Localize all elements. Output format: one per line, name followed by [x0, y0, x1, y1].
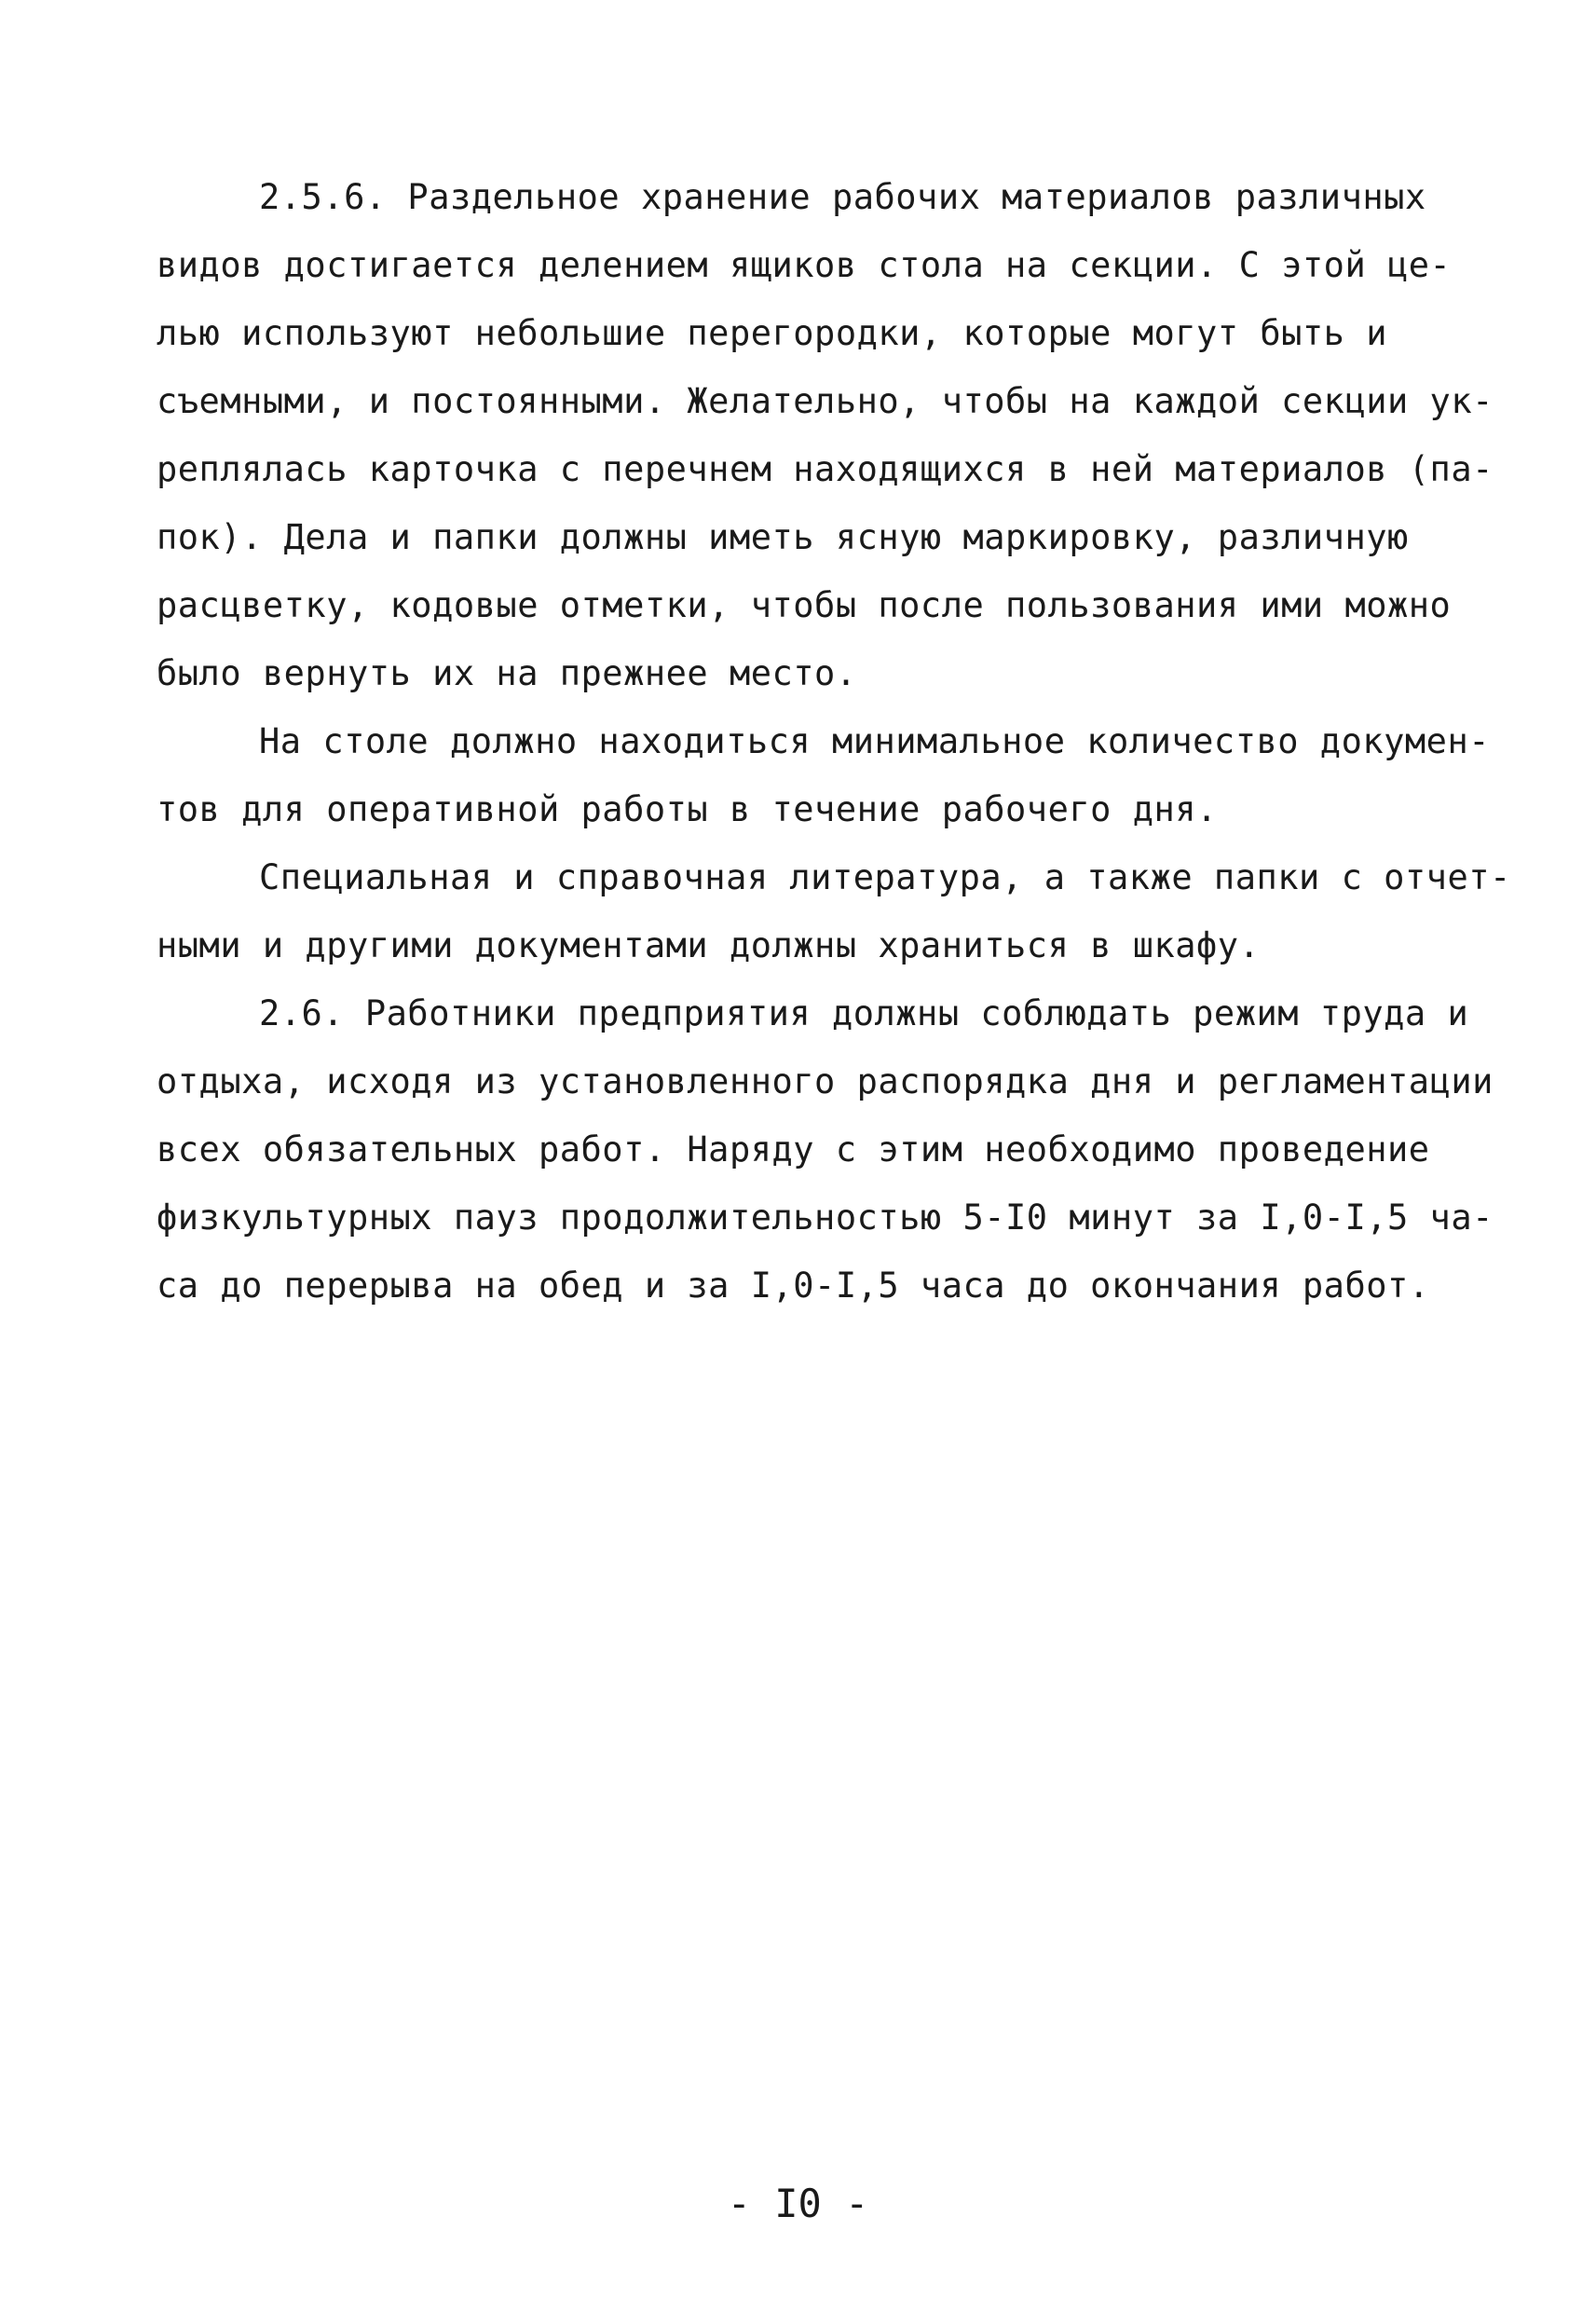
text-line: физкультурных пауз продолжительностью 5-I0 минут за I,0-I,5 ча-: [157, 1197, 1494, 1238]
page-number: - I0 -: [727, 2181, 869, 2226]
text-line: пок). Дела и папки должны иметь ясную маркировку, различную: [157, 517, 1409, 557]
paragraph-desk-documents: [157, 707, 1491, 843]
paragraph-reference-literature: [157, 843, 1511, 979]
text-line: съемными, и постоянными. Желательно, чтобы на каждой секции ук-: [157, 381, 1494, 421]
text-line: видов достигается делением ящиков стола на секции. С этой це-: [157, 245, 1452, 285]
text-line: ными и другими документами должны храниться в шкафу.: [157, 925, 1261, 965]
text-line: На столе должно находиться минимальное количество докумен-: [259, 721, 1491, 761]
text-line: Специальная и справочная литература, а также папки с отчет-: [259, 857, 1511, 897]
text-line: было вернуть их на прежнее место.: [157, 653, 857, 693]
text-line: всех обязательных работ. Наряду с этим необходимо проведение: [157, 1129, 1430, 1170]
text-line: 2.6. Работники предприятия должны соблюдать режим труда и: [259, 993, 1469, 1033]
paragraph-2-5-6: [157, 163, 1494, 707]
paragraph-2-6: [157, 979, 1494, 1320]
text-line: тов для оперативной работы в течение рабочего дня.: [157, 789, 1218, 829]
text-line: са до перерыва на обед и за I,0-I,5 часа до окончания работ.: [157, 1265, 1430, 1306]
body-text: [157, 163, 1511, 1320]
text-line: реплялась карточка с перечнем находящихся в ней материалов (па-: [157, 449, 1494, 489]
text-line: лью используют небольшие перегородки, которые могут быть и: [157, 313, 1388, 353]
text-line: отдыха, исходя из установленного распорядка дня и регламентации: [157, 1061, 1494, 1101]
text-line: 2.5.6. Раздельное хранение рабочих материалов различных: [259, 177, 1426, 217]
text-line: расцветку, кодовые отметки, чтобы после пользования ими можно: [157, 585, 1452, 625]
